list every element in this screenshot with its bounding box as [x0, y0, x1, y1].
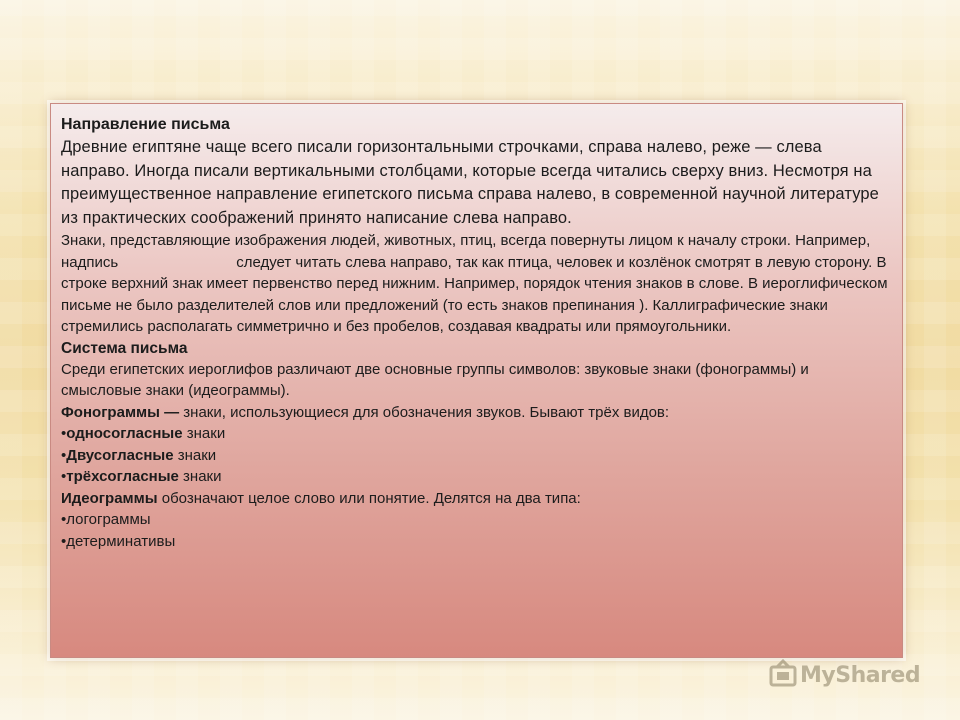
myshared-logo-icon — [768, 658, 798, 693]
phonograms-text: знаки, использующиеся для обозначения звуков. Бывают трёх видов: — [179, 403, 670, 421]
signs-paragraph-start: Знаки, представляющие изображения людей, животных, птиц, всегда повернуты лицом к началу строки. Например, надпись — [61, 232, 871, 271]
bullet-term: односогласные — [66, 425, 183, 442]
ideogram-type-item: •логограммы — [61, 511, 151, 528]
ideograms-text: обозначают целое слово или понятие. Делятся на два типа: — [157, 489, 581, 507]
signs-paragraph-end: следует читать слева направо, так как птица, человек и козлёнок смотрят в левую сторону. В строке верхний знак имеет первенство перед нижним. Например, порядок чтения знаков в слове. В иероглифическом письме не было разделителей слов или предложений (то есть знаков препинания ). Каллиграфические знаки стремились располагать симметрично и без пробелов, создавая квадраты или прямоугольники. — [61, 253, 888, 335]
bullet-marker: • — [61, 446, 67, 464]
myshared-watermark[interactable] — [768, 658, 920, 692]
bullet-item — [61, 466, 891, 488]
bullet-marker: • — [61, 425, 67, 442]
bullet-suffix: знаки — [182, 425, 226, 442]
bullet-term: трёхсогласные — [66, 468, 179, 485]
ideograms-term: Идеограммы — [61, 489, 158, 507]
writing-system-intro: Среди египетских иероглифов различают две основные группы символов: звуковые знаки (фонограммы) и смысловые знаки (идеограммы). — [61, 360, 809, 399]
bullet-marker: • — [61, 468, 67, 485]
bullet-item — [61, 445, 891, 467]
phonograms-term: Фонограммы — — [61, 403, 180, 421]
signs-orientation-paragraph — [61, 230, 891, 338]
section-title-writing-direction: Направление письма — [61, 116, 230, 133]
phonograms-line — [61, 402, 891, 424]
ideogram-type-item: •детерминативы — [61, 532, 176, 550]
slide-content-box — [50, 103, 903, 658]
watermark-text: MyShared — [800, 662, 921, 688]
slide-text — [61, 114, 891, 552]
bullet-item — [61, 423, 891, 445]
bullet-suffix: знаки — [178, 468, 222, 485]
ideograms-line — [61, 488, 891, 510]
writing-direction-paragraph: Древние египтяне чаще всего писали горизонтальными строчками, справа налево, реже — слева направо. Иногда писали вертикальными столбцами, которые всегда читались сверху вниз. Несмотря на преимущественное направление египетского письма справа налево, в современной научной литературе из практических соображений принято написание слева направо. — [61, 138, 879, 227]
section-title-writing-system: Система письма — [61, 339, 188, 357]
bullet-suffix: знаки — [173, 446, 217, 464]
bullet-term: Двусогласные — [66, 446, 174, 464]
